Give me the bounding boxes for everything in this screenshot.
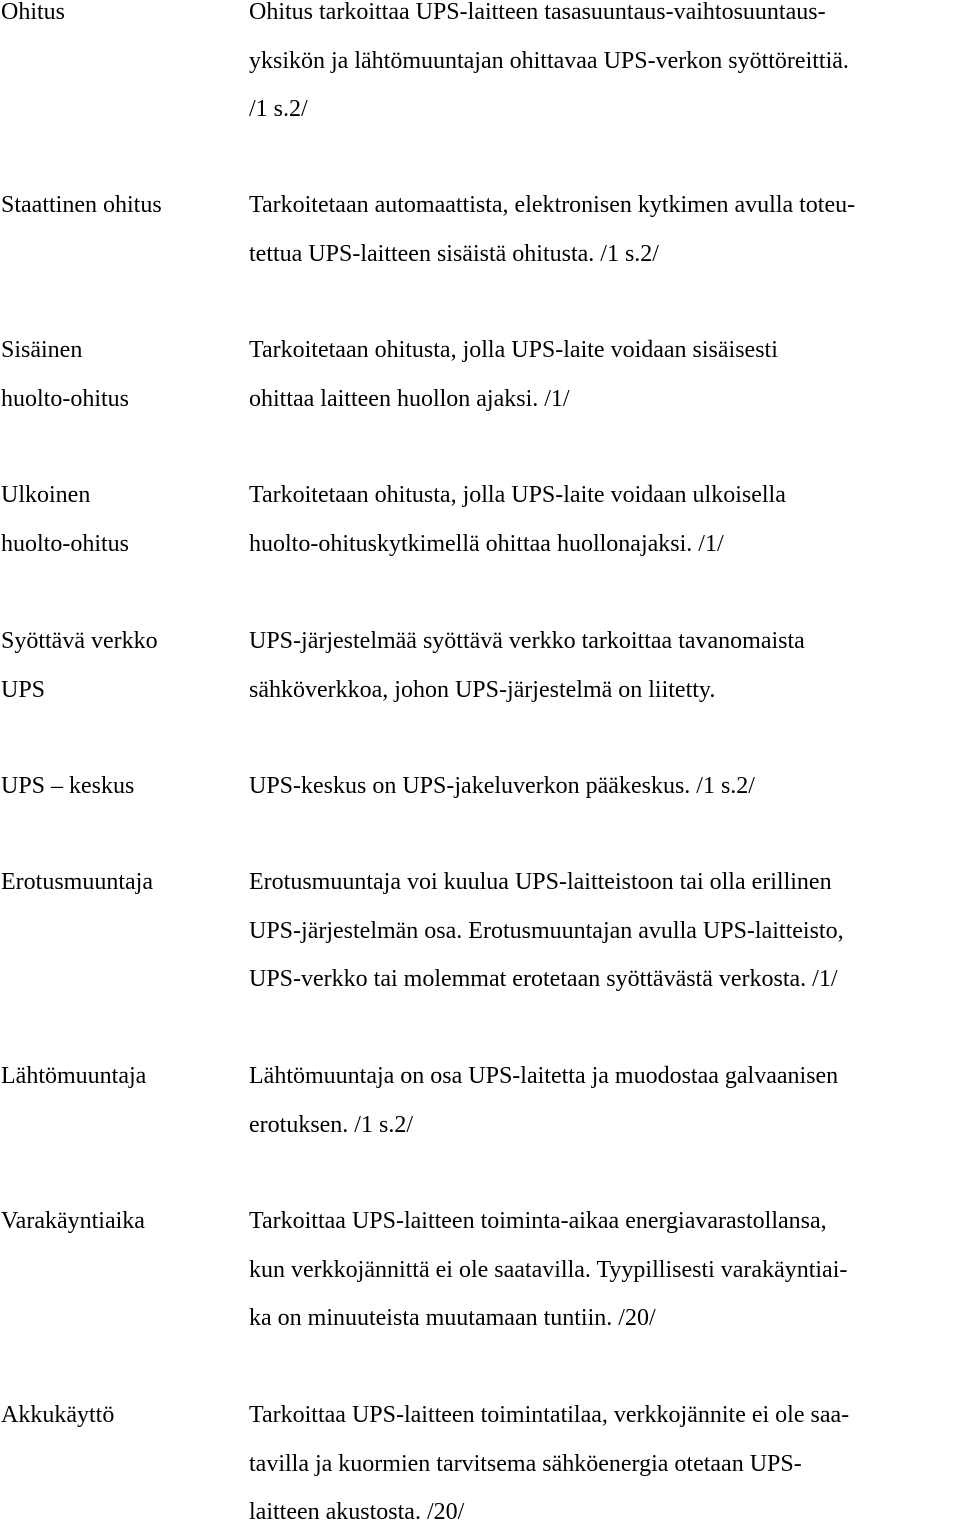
- term-line: huolto-ohitus: [1, 530, 130, 557]
- definition-line: erotuksen. /1 s.2/: [249, 1111, 413, 1138]
- term-line: huolto-ohitus: [1, 385, 130, 412]
- glossary-definition: [249, 0, 954, 134]
- term-line: Staattinen ohitus: [1, 192, 162, 218]
- glossary-term: [1, 858, 231, 907]
- term-line: Erotusmuuntaja: [1, 869, 153, 895]
- definition-line: UPS-järjestelmän osa. Erotusmuuntajan avulla UPS-laitteisto,: [249, 917, 844, 944]
- definition-line: /1 s.2/: [249, 96, 308, 122]
- term-line: Varakäyntiaika: [1, 1208, 145, 1234]
- glossary-term: [1, 617, 231, 714]
- glossary-term: [1, 762, 231, 811]
- glossary-term: [1, 1052, 231, 1101]
- definition-line: ohittaa laitteen huollon ajaksi. /1/: [249, 385, 570, 412]
- definition-line: tettua UPS-laitteen sisäistä ohitusta. /1 s.2/: [249, 240, 659, 267]
- glossary-term: [1, 471, 231, 568]
- definition-line: UPS-verkko tai molemmat erotetaan syöttävästä verkosta. /1/: [249, 966, 838, 992]
- glossary-definition: [249, 1197, 954, 1343]
- glossary-term: [1, 1197, 231, 1246]
- definition-line: UPS-järjestelmää syöttävä verkko tarkoittaa tavanomaista: [249, 628, 805, 654]
- definition-line: Erotusmuuntaja voi kuulua UPS-laitteistoon tai olla erillinen: [249, 869, 832, 895]
- glossary-definition: [249, 858, 954, 1004]
- definition-line: Tarkoittaa UPS-laitteen toimintatilaa, verkkojännite ei ole saa-: [249, 1402, 850, 1428]
- glossary-definition: [249, 1391, 954, 1537]
- glossary-definition: [249, 471, 954, 568]
- definition-line: Tarkoitetaan ohitusta, jolla UPS-laite voidaan sisäisesti: [249, 337, 778, 363]
- term-line: UPS – keskus: [1, 773, 135, 799]
- term-line: Ohitus: [1, 0, 66, 25]
- glossary-definition: [249, 617, 954, 714]
- definition-line: Tarkoittaa UPS-laitteen toiminta-aikaa energiavarastollansa,: [249, 1208, 827, 1234]
- definition-line: huolto-ohituskytkimellä ohittaa huollonajaksi. /1/: [249, 530, 724, 557]
- definition-line: kun verkkojännittä ei ole saatavilla. Tyypillisesti varakäyntiai-: [249, 1256, 848, 1283]
- glossary-term: [1, 181, 231, 230]
- glossary-definition: [249, 1052, 954, 1149]
- term-line: Sisäinen: [1, 337, 83, 363]
- definition-line: Ohitus tarkoittaa UPS-laitteen tasasuuntaus-vaihtosuuntaus-: [249, 0, 826, 25]
- glossary-term: [1, 1391, 231, 1440]
- glossary-term: [1, 326, 231, 423]
- definition-line: ka on minuuteista muutamaan tuntiin. /20/: [249, 1305, 656, 1331]
- term-line: Lähtömuuntaja: [1, 1063, 147, 1089]
- definition-line: Tarkoitetaan automaattista, elektronisen kytkimen avulla toteu-: [249, 192, 856, 218]
- definition-line: Lähtömuuntaja on osa UPS-laitetta ja muodostaa galvaanisen: [249, 1063, 839, 1089]
- glossary-term: [1, 0, 231, 37]
- term-line: Akkukäyttö: [1, 1402, 115, 1428]
- definition-line: laitteen akustosta. /20/: [249, 1499, 465, 1525]
- term-line: Syöttävä verkko: [1, 628, 158, 654]
- definition-line: tavilla ja kuormien tarvitsema sähköenergia otetaan UPS-: [249, 1450, 802, 1477]
- glossary-definition: [249, 181, 954, 278]
- term-line: UPS: [1, 676, 46, 703]
- definition-line: Tarkoitetaan ohitusta, jolla UPS-laite voidaan ulkoisella: [249, 482, 786, 508]
- definition-line: yksikön ja lähtömuuntajan ohittavaa UPS-verkon syöttöreittiä.: [249, 47, 849, 74]
- term-line: Ulkoinen: [1, 482, 91, 508]
- glossary-definition: [249, 326, 954, 423]
- definition-line: sähköverkkoa, johon UPS-järjestelmä on liitetty.: [249, 676, 716, 703]
- definition-line: UPS-keskus on UPS-jakeluverkon pääkeskus. /1 s.2/: [249, 773, 755, 799]
- glossary-definition: [249, 762, 954, 811]
